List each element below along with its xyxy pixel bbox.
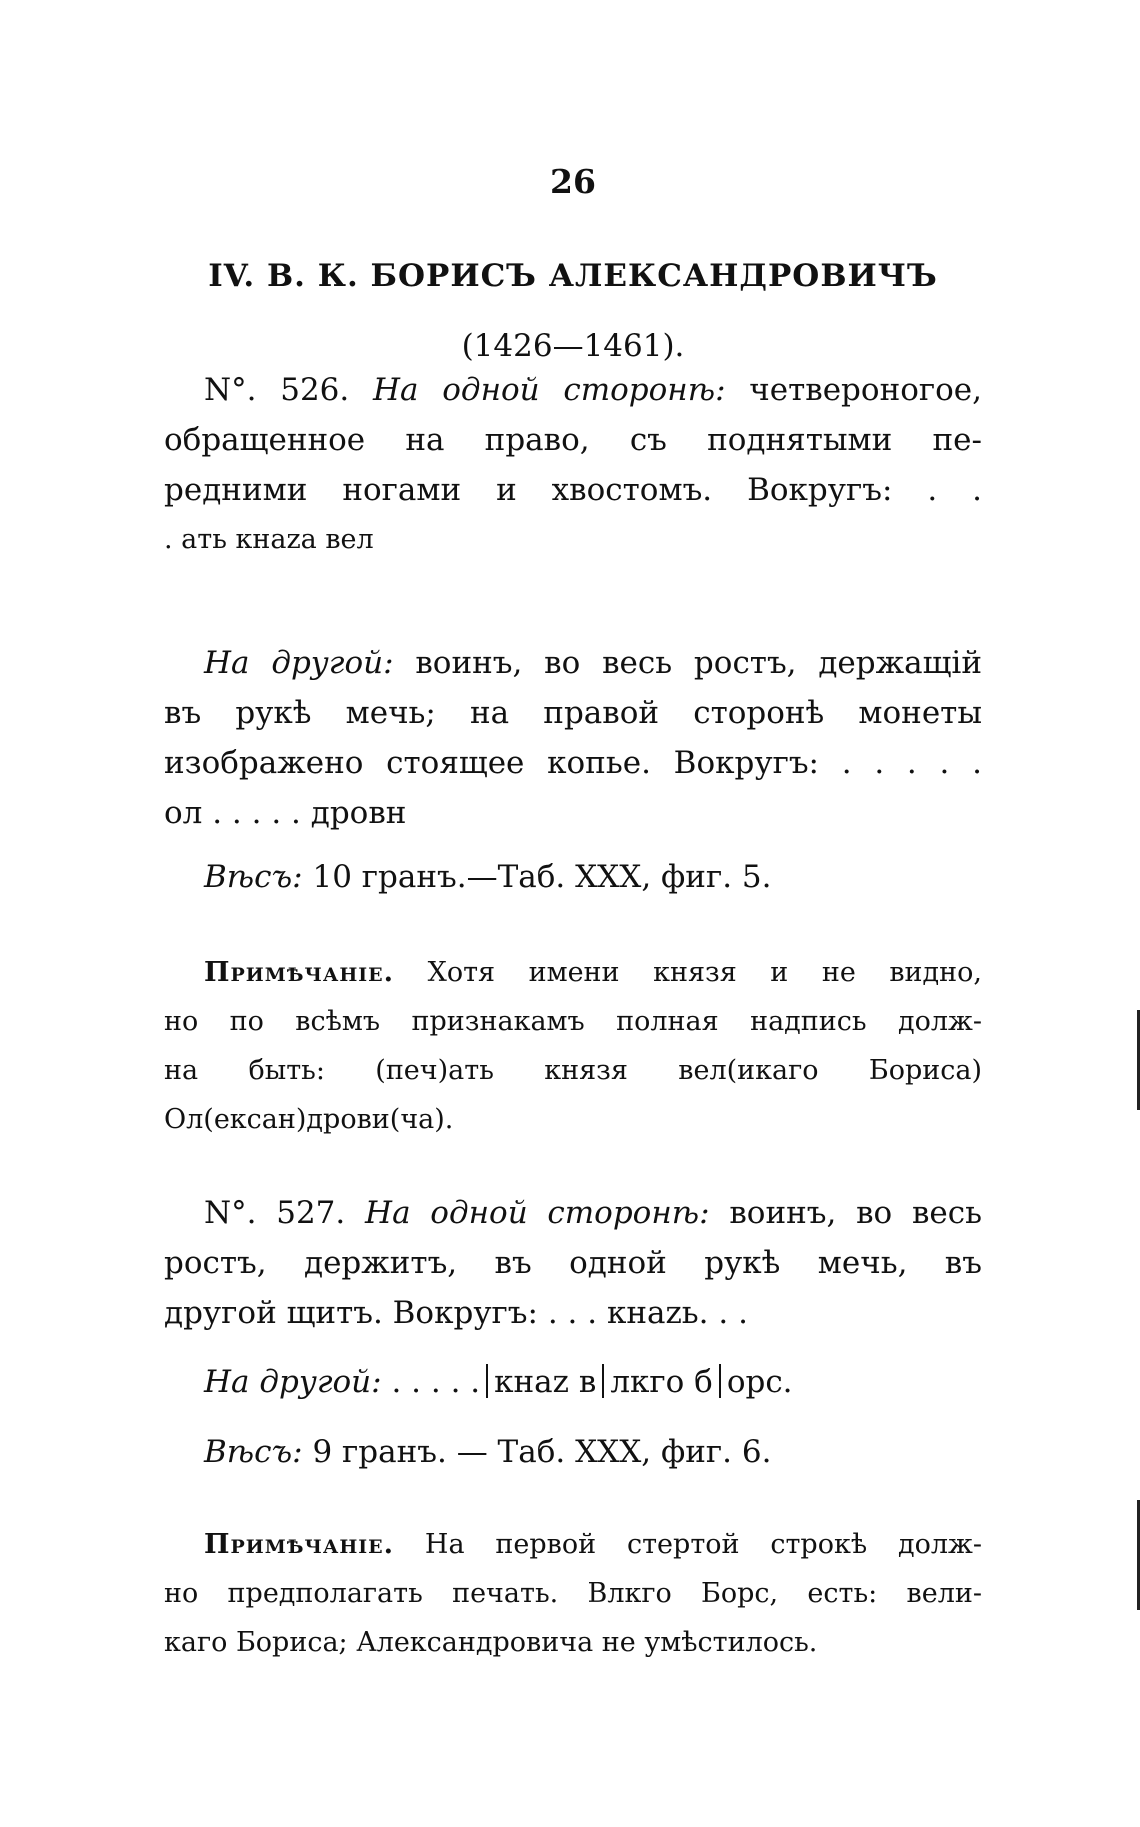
note-526-line-2: но по всѣмъ признакамъ полная надпись долж- <box>164 1006 982 1037</box>
entry-526-weight-label: Вѣсъ: <box>204 859 303 895</box>
entry-527-weight-label: Вѣсъ: <box>204 1434 303 1470</box>
entry-527-line-3: другой щитъ. Вокругъ: . . . кнаzь. . . <box>164 1295 748 1331</box>
entry-526-rev-line-2: въ рукѣ мечь; на правой сторонѣ монеты <box>164 695 982 731</box>
chapter-title: IV. В. К. БОРИСЪ АЛЕКСАНДРОВИЧЪ <box>208 258 938 294</box>
line-divider <box>602 1364 604 1398</box>
entry-526-weight-text: 10 гранъ.—Таб. XXX, фиг. 5. <box>312 859 772 895</box>
entry-527-reverse: На другой: . . . . . кнаz в лкго б орс. <box>204 1364 793 1400</box>
entry-526-weight <box>204 852 771 902</box>
reign-dates: (1426—1461). <box>461 328 685 364</box>
entry-526-reverse-label: На другой: <box>204 645 394 681</box>
entry-526-obverse-label: На одной сторонѣ: <box>373 372 726 408</box>
entry-526-rev-line-3: изображено стоящее копье. Вокругъ: . . . . . <box>164 745 982 781</box>
entry-527-obverse-label: На одной сторонѣ: <box>365 1195 710 1231</box>
note-526-line-3: на быть: (печ)ать князя вел(икаго Бориса) <box>164 1055 982 1086</box>
note-526-label: Примѣчаніе. <box>204 957 395 988</box>
entry-527-line-1: N°. 527. На одной сторонѣ: воинъ, во весь <box>204 1195 983 1231</box>
line-divider <box>486 1364 488 1398</box>
entry-527-line-2: ростъ, держитъ, въ одной рукѣ мечь, въ <box>164 1245 982 1281</box>
note-527-line-3: каго Бориса; Александровича не умѣстилось. <box>164 1627 818 1658</box>
note-526 <box>164 948 982 1144</box>
entry-526-obverse <box>164 365 982 565</box>
page-number: 26 <box>550 162 596 201</box>
entry-526-line-2: обращенное на право, съ поднятыми пе- <box>164 422 982 458</box>
line-divider <box>719 1364 721 1398</box>
entry-526-line-3: редними ногами и хвостомъ. Вокругъ: . . <box>164 472 982 508</box>
entry-526-line-1: N°. 526. На одной сторонѣ: четвероногое, <box>204 372 982 408</box>
note-527-line-2: но предполагать печать. Влкго Борс, есть: вели- <box>164 1578 982 1609</box>
note-527-line-1: Примѣчаніе. На первой стертой строкѣ долж- <box>204 1529 982 1560</box>
note-527 <box>164 1520 982 1667</box>
entry-527-obverse <box>164 1188 982 1338</box>
entry-527-number: N°. 527. <box>204 1195 346 1231</box>
entry-526-reverse <box>164 638 982 838</box>
entry-526-rev-legend: ол . . . . . дровн <box>164 795 407 831</box>
entry-526-rev-line-1: На другой: воинъ, во весь ростъ, держащій <box>204 645 983 681</box>
entry-526-legend: . ать кнаzа вел <box>164 524 374 555</box>
entry-527-reverse-label: На другой: <box>204 1364 382 1400</box>
entry-527-weight <box>204 1427 771 1477</box>
note-526-line-1: Примѣчаніе. Хотя имени князя и не видно, <box>204 957 982 988</box>
entry-526-number: N°. 526. <box>204 372 350 408</box>
note-526-line-4: Ол(ексан)дрови(ча). <box>164 1104 454 1135</box>
entry-527-weight-text: 9 гранъ. — Таб. XXX, фиг. 6. <box>312 1434 772 1470</box>
note-527-label: Примѣчаніе. <box>204 1529 395 1560</box>
document-page <box>164 0 982 1827</box>
